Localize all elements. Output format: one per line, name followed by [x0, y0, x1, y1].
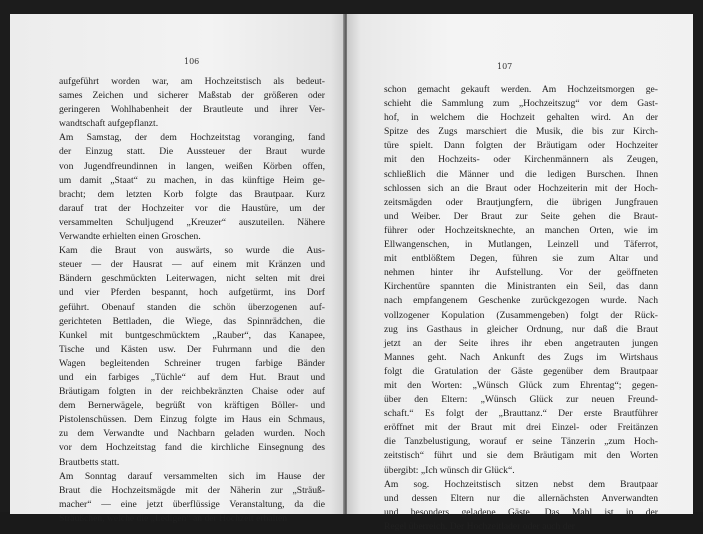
text-line: Wagen begleitenden Schreiner trugen farbige Bänder — [59, 357, 325, 369]
text-line: gerichteten Bettladen, die Wiege, das Spinnrädchen, die — [59, 315, 325, 327]
text-line: jetzt an der Seite ihres ihr eben angetrauten jungen — [384, 337, 658, 349]
text-line: vollzogener Kopulation (Zusammengeben) folgt der Rück- — [384, 309, 658, 321]
text-line: zeitsmägden oder Brautjungfern, die übrigen Jungfrauen — [384, 196, 658, 208]
left-page-text — [59, 75, 325, 526]
text-line: Pistolenschüssen. Dem Einzug folgte im Haus ein Schmaus, — [59, 414, 325, 426]
text-line: Am sog. Hochzeitstisch sitzen nebst dem Brautpaar — [384, 478, 658, 490]
text-line: von Jugendfreundinnen in langen, weißen Körben offen, — [59, 160, 325, 172]
text-line: türe spielt. Dann folgten der Bräutigam oder Hochzeiter — [384, 140, 658, 152]
text-line: Kirchentüre spannten die Ministranten ein Seil, das dann — [384, 281, 658, 293]
text-line: Mannes geht. Nach Ankunft des Zugs im Wirtshaus — [384, 351, 658, 363]
text-line: nach empfangenem Geschenke zurückgezogen wurde. Nach — [384, 295, 658, 307]
text-line: übergibt: „Ich wünsch dir Glück“. — [384, 464, 515, 476]
text-line: versammelten Schuljugend „Kreuzer“ auszuteilen. Nähere — [59, 216, 325, 228]
text-line: mit den Hochzeits- oder Kirchenmännern als Zeugen, — [384, 154, 658, 166]
text-line: und vier Pferden bespannt, hoch aufgetürmt, ins Dorf — [59, 287, 325, 299]
text-line: um damit „Staat“ zu machen, in das künftige Heim ge- — [59, 174, 325, 186]
text-line: bracht; dem letzten Korb folgte das Brautpaar. Kurz — [59, 188, 325, 200]
page-number-right: 107 — [497, 62, 513, 71]
text-line: die Tanzbelustigung, worauf er seine Tänzerin „zum Hoch- — [384, 436, 658, 448]
text-line: Regel überreich. Der Hochzeitlader oder auch der — [384, 520, 575, 532]
text-line: sames Zeichen und sicherer Maßstab der größeren oder — [59, 90, 325, 102]
text-line: Ellwangenschen, in Mutlangen, Leinzell und Täferrot, — [384, 239, 658, 251]
text-line: schon gemacht gekauft werden. Am Hochzeitsmorgen ge- — [384, 84, 658, 95]
text-line: und Weiber. Der Braut zur Seite gehen die Braut- — [384, 210, 658, 222]
text-line: schieht die Sammlung zum „Hochzeitszug“ vor dem Gast- — [384, 98, 658, 110]
text-line: zug ins Gasthaus in gleicher Ordnung, nur daß die Braut — [384, 323, 658, 335]
text-line: hof, in welchem die Hochzeit gehalten wird. An der — [384, 112, 658, 124]
text-line: wandtschaft aufgepflanzt. — [59, 118, 159, 130]
text-line: schaft.“ Es folgt der „Brauttanz.“ Der erste Brautführer — [384, 408, 658, 420]
text-line: Tische und Kästen usw. Der Fuhrmann und die den — [59, 343, 325, 355]
text-line: führer oder Hochzeitsknechte, an manchen Orten, wie im — [384, 224, 658, 236]
text-line: geführt. Obenauf standen die schön überzogenen auf- — [59, 301, 325, 313]
text-line: folgt die Gratulation der Gäste gegenüber dem Brautpaar — [384, 365, 658, 377]
text-line: aufgeführt worden war, am Hochzeitstisch als bedeut- — [59, 76, 325, 87]
right-page-text — [384, 83, 658, 534]
text-line: Bändern geschmückten Leiterwagen, nicht selten mit drei — [59, 273, 325, 285]
text-line: mit den Worten: „Wünsch Glück zum Ehrentag“; gegen- — [384, 379, 658, 391]
text-line: schließlich die Männer und die ledigen Burschen. Ihnen — [384, 168, 658, 180]
text-line: über den Eltern: „Wünsch Glück zur neuen Freund- — [384, 394, 658, 406]
text-line: Sträußchen, welche die „Ledigen“ an der Hochzeit erhalten — [59, 512, 288, 524]
text-line: darauf trat der Hochzeiter vor die Haustüre, um der — [59, 202, 325, 214]
text-line: Verwandte erhielten einen Groschen. — [59, 231, 201, 243]
text-line: Bräutigam folgten in der reichbekränzten Chaise oder auf — [59, 386, 325, 398]
text-line: und ein farbiges „Tüchle“ auf dem Hut. Braut und — [59, 371, 325, 383]
text-line: vor dem Hochzeitstag fand die kirchliche Einsegnung des — [59, 442, 325, 454]
text-line: Am Samstag, der dem Hochzeitstag voranging, fand — [59, 132, 325, 144]
text-line: nehmen hinter ihr Aufstellung. Vor der geöffneten — [384, 267, 658, 279]
text-line: Kunkel mit buntgeschmücktem „Rauber“, das Kanapee, — [59, 329, 325, 341]
text-line: macher“ — eine jetzt überflüssige Veranstaltung, da die — [59, 498, 325, 510]
text-line: zeitstisch“ führt und sie dem Bräutigam mit den Worten — [384, 450, 658, 462]
text-line: geringeren Wohlhabenheit der Brautleute und ihrer Ver- — [59, 104, 325, 116]
text-line: eröffnet mit der Braut mit drei Einzel- oder Freitänzen — [384, 422, 658, 434]
text-line: der Einzug statt. Die Aussteuer der Braut wurde — [59, 146, 325, 158]
text-line: Kam die Braut von auswärts, so wurde die Aus- — [59, 245, 325, 257]
text-line: schlossen sich an die Braut oder Hochzeiterin mit der Hoch- — [384, 182, 658, 194]
text-line: Spitze des Zugs marschiert die Musik, die bis zur Kirch- — [384, 126, 658, 138]
text-line: Brautbetts statt. — [59, 456, 120, 468]
text-line: Am Sonntag darauf versammelten sich im Hause der — [59, 470, 325, 482]
left-page — [10, 14, 344, 524]
text-line: zu dem Verwandte und Nachbarn geladen wurden. Noch — [59, 428, 325, 440]
text-line: mit entblößtem Degen, führen sie zum Altar und — [384, 253, 658, 265]
text-line: dem Bernerwägele, begrüßt von kräftigen Böller- und — [59, 400, 325, 412]
text-line: steuer — der Hausrat — auf einem mit Kränzen und — [59, 259, 325, 271]
text-line: und dessen Eltern nur die allernächsten Anverwandten — [384, 492, 658, 504]
text-line: Braut die Hochzeitsmägde mit der Näherin zur „Sträuß- — [59, 484, 325, 496]
right-page — [347, 14, 693, 532]
text-line: und besonders geladene Gäste. Das Mahl ist in der — [384, 506, 658, 518]
page-number-left: 106 — [184, 57, 200, 66]
